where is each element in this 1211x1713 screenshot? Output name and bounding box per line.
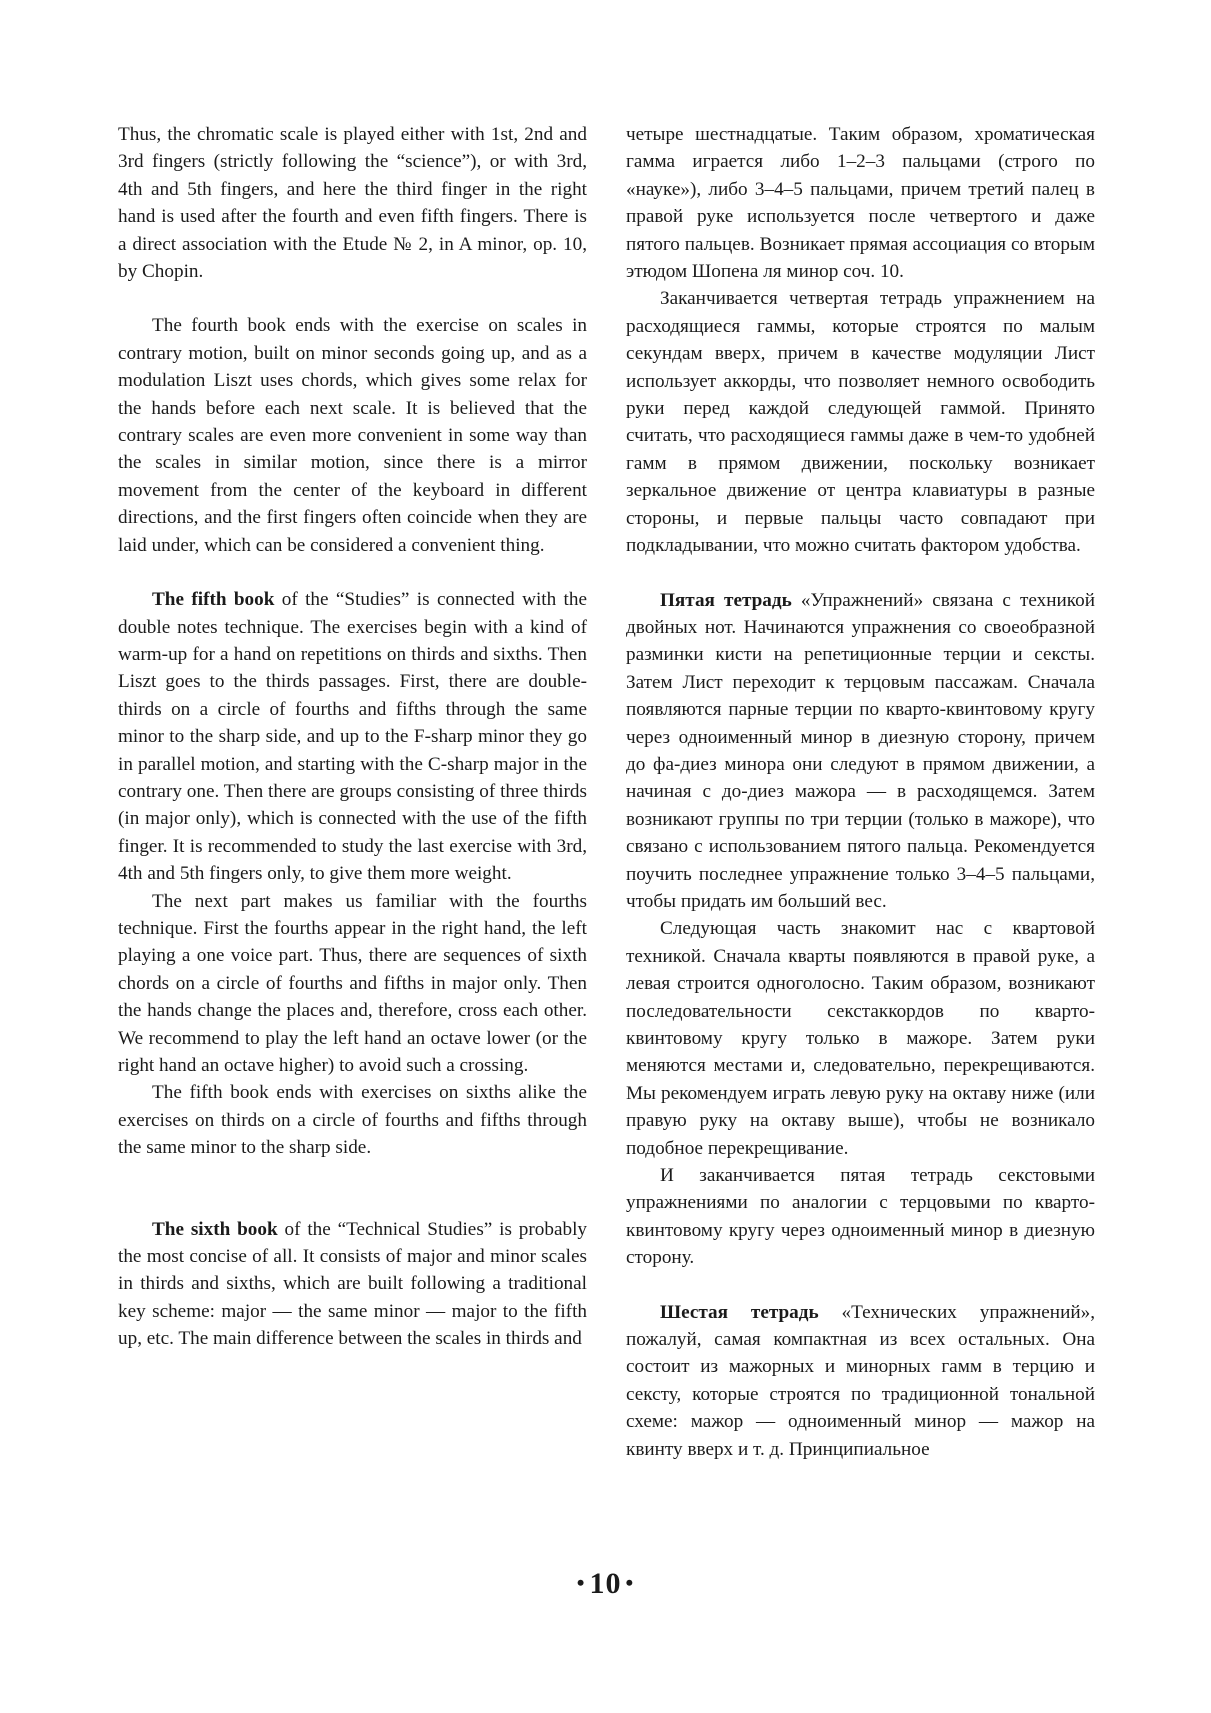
heading-fifth-book-ru: Пятая тетрадь [660, 589, 792, 611]
heading-fifth-book: The fifth book [152, 589, 275, 611]
russian-column [626, 121, 1095, 1463]
english-column [118, 121, 587, 1353]
page-number-left-dot: • [576, 1570, 586, 1596]
heading-sixth-book-ru: Шестая тетрадь [660, 1301, 819, 1323]
paragraph-en-6 [118, 1216, 587, 1353]
paragraph-en-5: The fifth book ends with exercises on sixths alike the exercises on thirds on a circle of fourths and fifths through the same minor to the sharp side. [118, 1082, 587, 1159]
paragraph-ru-2: Заканчивается четвертая тетрадь упражнением на расходящиеся гаммы, которые строятся по малым секундам вверх, причем в качестве модуляции Лист использует аккорды, что позволяет немного освободить руки перед каждой следующей гаммой. Принято считать, что расходящиеся гаммы даже в чем-то удобней гамм в прямом движении, поскольку возникает зеркальное движение от центра клавиатуры в разные стороны, и первые пальцы часто совпадают при подкладывании, что можно считать фактором удобства. [626, 288, 1095, 557]
paragraph-ru-1: четыре шестнадцатые. Таким образом, хроматическая гамма играется либо 1–2–3 пальцами (строго по «науке»), либо 3–4–5 пальцами, причем третий палец в правой руке используется после четвертого и даже пятого пальцев. Возникает прямая ассоциация со вторым этюдом Шопена ля минор соч. 10. [626, 124, 1095, 283]
paragraph-en-6-text: of the “Technical Studies” is probably the most concise of all. It consists of major and minor scales in thirds and sixths, which are built following a traditional key scheme: major — the same minor — major to the fifth up, etc. The main difference between the scales in thirds and [118, 1218, 588, 1350]
paragraph-ru-4: Следующая часть знакомит нас с квартовой техникой. Сначала кварты появляются в правой руке, а левая строится одноголосно. Таким образом, возникают последовательности секстаккордов по кварто-квинтовому кругу только в мажоре. Затем руки меняются местами и, следовательно, перекрещиваются. Мы рекомендуем играть левую руку на октаву ниже (или правую руку на октаву выше), чтобы не возникало подобное перекрещивание. [626, 918, 1095, 1159]
paragraph-en-3 [118, 586, 587, 887]
paragraph-ru-3-text: «Упражнений» связана с техникой двойных нот. Начинаются упражнения со своеобразной разминки кисти на репетиционные терции и сексты. Затем Лист переходит к терцовым пассажам. Сначала появляются парные терции по кварто-квинтовому кругу через одноименный минор в диезную сторону, причем до фа-диез минора они следуют в прямом движении, а начиная с до-диез мажора — в расходящемся. Затем возникают группы по три терции (только в мажоре), что связано с использованием пятого пальца. Рекомендуется поучить последнее упражнение только 3–4–5 пальцами, чтобы придать им больший вес. [626, 589, 1095, 912]
paragraph-ru-6 [626, 1299, 1095, 1463]
paragraph-ru-5: И заканчивается пятая тетрадь секстовыми упражнениями по аналогии с терцовыми по кварто-квинтовому кругу через одноименный минор в диезную сторону. [626, 1165, 1095, 1269]
paragraph-en-3-text: of the “Studies” is connected with the double notes technique. The exercises begin with a kind of warm-up for a hand on repetitions on thirds and sixths. Then Liszt goes to the thirds passages. First, there are double-thirds on a circle of fourths and fifths through the same minor to the sharp side, and up to the F-sharp minor they go in parallel motion, and starting with the C-sharp major in the contrary one. Then there are groups consisting of three thirds (in major only), which is connected with the use of the fifth finger. It is recommended to study the last exercise with 3rd, 4th and 5th fingers only, to give them more weight. [118, 589, 587, 885]
page-number-right-dot: • [625, 1570, 635, 1596]
paragraph-en-2: The fourth book ends with the exercise on scales in contrary motion, built on minor seconds going up, and as a modulation Liszt uses chords, which gives some relax for the hands before each next scale. It is believed that the contrary scales are even more convenient in some way than the scales in similar motion, since there is a mirror movement from the center of the keyboard in different directions, and the first fingers often coincide when they are laid under, which can be considered a convenient thing. [118, 315, 587, 556]
paragraph-en-1: Thus, the chromatic scale is played either with 1st, 2nd and 3rd fingers (strictly following the “science”), or with 3rd, 4th and 5th fingers, and here the third finger in the right hand is used after the fourth and even fifth fingers. There is a direct association with the Etude № 2, in A minor, op. 10, by Chopin. [118, 124, 587, 283]
heading-sixth-book: The sixth book [152, 1218, 278, 1240]
paragraph-ru-6-text: «Технических упражнений», пожалуй, самая компактная из всех остальных. Она состоит из мажорных и минорных гамм в терцию и сексту, которые строятся по традиционной тональной схеме: мажор — одноименный минор — мажор на квинту вверх и т. д. Принципиальное [626, 1301, 1095, 1460]
paragraph-en-4: The next part makes us familiar with the fourths technique. First the fourths appear in the right hand, the left playing a one voice part. Thus, there are sequences of sixth chords on a circle of fourths and fifths in major only. Then the hands change the places and, therefore, cross each other. We recommend to play the left hand an octave lower (or the right hand an octave higher) to avoid such a crossing. [118, 890, 587, 1076]
paragraph-ru-3 [626, 587, 1095, 916]
page-number [0, 1567, 1211, 1601]
page-number-value: 10 [589, 1567, 622, 1600]
